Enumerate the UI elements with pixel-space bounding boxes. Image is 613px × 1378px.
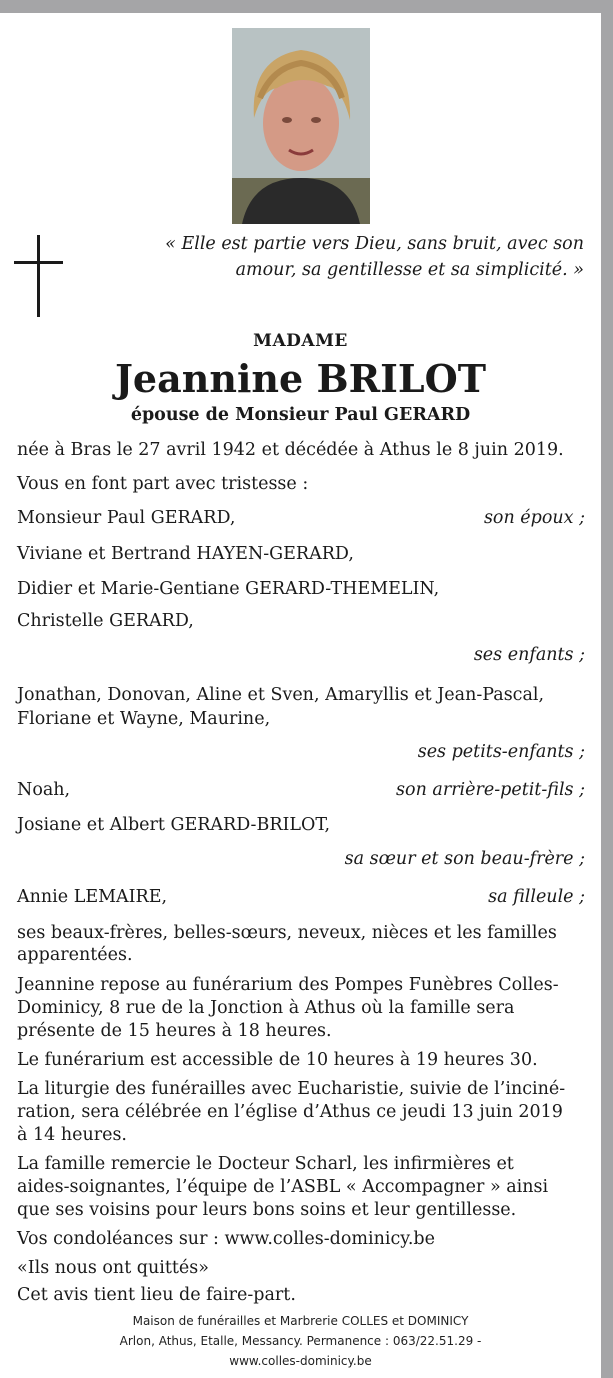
- grandchildren-relation: ses petits-enfants ;: [417, 742, 585, 762]
- notice-line: Cet avis tient lieu de faire-part.: [17, 1285, 296, 1305]
- footer-company: Maison de funérailles et Marbrerie COLLES et DOMINICY: [132, 1314, 469, 1328]
- others-line-1: ses beaux-frères, belles-sœurs, neveux, nièces et les familles: [17, 923, 557, 943]
- liturgy-line-1: La liturgie des funérailles avec Eucharistie, suivie de l’inciné-: [17, 1079, 566, 1099]
- quote-line-2: amour, sa gentillesse et sa simplicité. »: [235, 260, 584, 280]
- family-child-3: Christelle GERARD,: [17, 611, 194, 631]
- deceased-name: Jeannine BRILOT: [114, 356, 487, 401]
- honorific-title: MADAME: [253, 331, 348, 351]
- liturgy-line-2: ration, sera célébrée en l’église d’Athus ce jeudi 13 juin 2019: [17, 1102, 563, 1122]
- family-child-1: Viviane et Bertrand HAYEN-GERARD,: [17, 544, 354, 564]
- family-great-grandchild: [17, 778, 585, 802]
- husband-name: Monsieur Paul GERARD,: [17, 508, 236, 528]
- intro-line: Vous en font part avec tristesse :: [17, 474, 309, 494]
- family-child-2: Didier et Marie-Gentiane GERARD-THEMELIN,: [17, 579, 440, 599]
- footer-website: www.colles-dominicy.be: [229, 1354, 372, 1368]
- husband-relation: son époux ;: [483, 508, 585, 528]
- footer-locations: Arlon, Athus, Etalle, Messancy. Permanence : 063/22.51.29 -: [119, 1334, 482, 1348]
- sister-relation: sa sœur et son beau-frère ;: [344, 849, 585, 869]
- thanks-line-3: que ses voisins pour leurs bons soins et leur gentillesse.: [17, 1200, 517, 1220]
- epitaph-quote: [150, 231, 584, 283]
- great-grandchild-relation: son arrière-petit-fils ;: [396, 780, 585, 800]
- grandchildren-line-2: Floriane et Wayne, Maurine,: [17, 709, 271, 729]
- motto-line: «Ils nous ont quittés»: [17, 1258, 209, 1278]
- hours-line: Le funérarium est accessible de 10 heures à 19 heures 30.: [17, 1050, 538, 1070]
- rest-line-1: Jeannine repose au funérarium des Pompes Funèbres Colles-: [17, 975, 559, 995]
- quote-line-1: « Elle est partie vers Dieu, sans bruit, avec son: [165, 234, 584, 254]
- thanks-line-2: aides-soignantes, l’équipe de l’ASBL « Accompagner » ainsi: [17, 1177, 549, 1197]
- great-grandchild-name: Noah,: [17, 780, 71, 800]
- condolences-line: Vos condoléances sur : www.colles-dominicy.be: [17, 1229, 435, 1249]
- birth-death-line: née à Bras le 27 avril 1942 et décédée à Athus le 8 juin 2019.: [17, 440, 564, 460]
- others-line-2: apparentées.: [17, 945, 133, 965]
- cross-icon: [14, 235, 64, 317]
- goddaughter-name: Annie LEMAIRE,: [17, 887, 168, 907]
- obituary-card: [0, 13, 601, 1378]
- liturgy-line-3: à 14 heures.: [17, 1125, 127, 1145]
- portrait-photo: [232, 28, 370, 224]
- spouse-line: épouse de Monsieur Paul GERARD: [130, 405, 471, 425]
- family-goddaughter: [17, 885, 585, 909]
- children-relation: ses enfants ;: [473, 645, 585, 665]
- rest-line-3: présente de 15 heures à 18 heures.: [17, 1021, 332, 1041]
- family-husband: [17, 506, 585, 530]
- thanks-line-1: La famille remercie le Docteur Scharl, les infirmières et: [17, 1154, 514, 1174]
- rest-line-2: Dominicy, 8 rue de la Jonction à Athus où la famille sera: [17, 998, 515, 1018]
- goddaughter-relation: sa filleule ;: [488, 887, 585, 907]
- grandchildren-line-1: Jonathan, Donovan, Aline et Sven, Amaryllis et Jean-Pascal,: [17, 685, 545, 705]
- family-sister: Josiane et Albert GERARD-BRILOT,: [17, 815, 331, 835]
